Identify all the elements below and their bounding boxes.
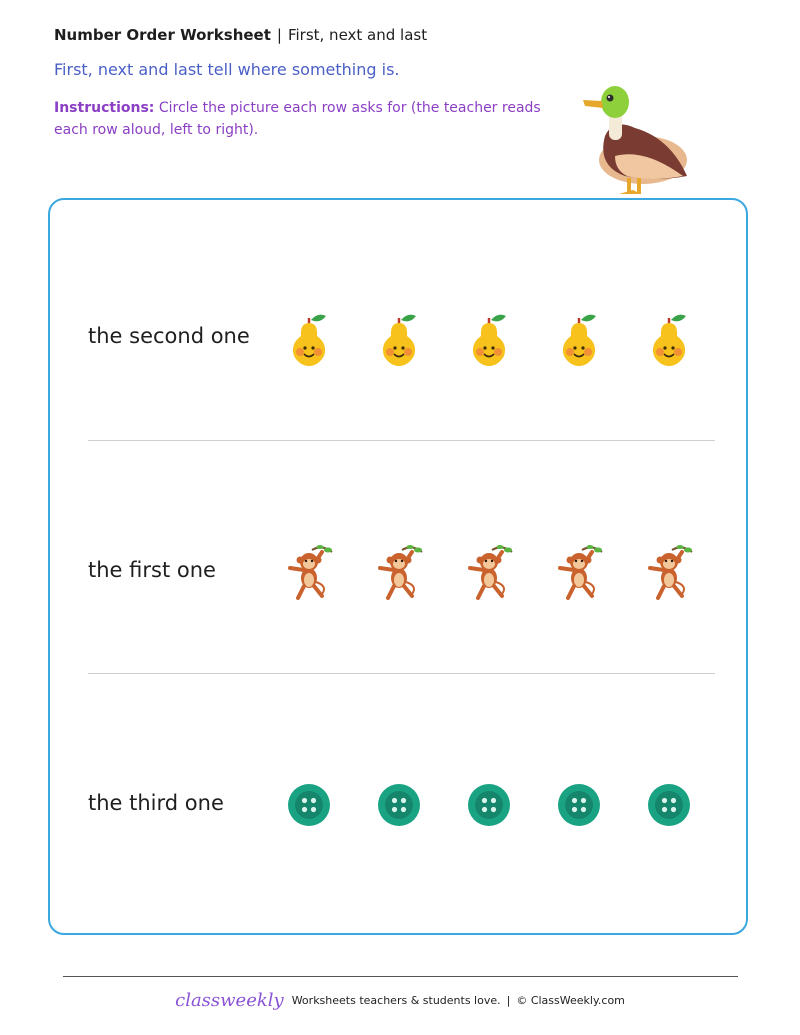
pear-icon[interactable] bbox=[372, 308, 426, 368]
worksheet-header bbox=[54, 26, 427, 44]
exercise-panel bbox=[48, 198, 748, 935]
question-row bbox=[50, 753, 746, 853]
footer-separator: | bbox=[506, 994, 511, 1007]
pear-icon[interactable] bbox=[642, 308, 696, 368]
question-row bbox=[50, 520, 746, 620]
monkey-icon[interactable] bbox=[552, 542, 606, 602]
question-row bbox=[50, 286, 746, 386]
button-icon[interactable] bbox=[282, 775, 336, 835]
monkey-icon[interactable] bbox=[372, 542, 426, 602]
pear-icon[interactable] bbox=[552, 308, 606, 368]
button-icon[interactable] bbox=[462, 775, 516, 835]
worksheet-subtitle: First, next and last tell where something is. bbox=[54, 60, 400, 79]
worksheet-title: Number Order Worksheet bbox=[54, 26, 271, 44]
pear-icon[interactable] bbox=[462, 308, 516, 368]
worksheet-topic: First, next and last bbox=[287, 26, 428, 44]
footer-tagline: Worksheets teachers & students love. bbox=[291, 994, 501, 1007]
row-prompt: the second one bbox=[88, 324, 250, 348]
row-divider bbox=[88, 440, 715, 441]
header-separator: | bbox=[276, 26, 282, 44]
row-prompt: the third one bbox=[88, 791, 224, 815]
button-icon[interactable] bbox=[552, 775, 606, 835]
pear-icon[interactable] bbox=[282, 308, 336, 368]
footer-divider bbox=[63, 976, 738, 977]
picture-group bbox=[282, 520, 742, 620]
instructions-label: Instructions: bbox=[54, 100, 155, 116]
footer bbox=[0, 990, 800, 1011]
picture-group bbox=[282, 753, 742, 853]
picture-group bbox=[282, 286, 742, 386]
row-prompt: the first one bbox=[88, 558, 216, 582]
instructions-text: Circle the picture each row asks for (the teacher reads each row aloud, left to right). bbox=[54, 100, 541, 138]
brand-logo: classweekly bbox=[175, 990, 284, 1011]
row-divider bbox=[88, 673, 715, 674]
button-icon[interactable] bbox=[642, 775, 696, 835]
button-icon[interactable] bbox=[372, 775, 426, 835]
footer-copyright: © ClassWeekly.com bbox=[516, 994, 625, 1007]
instructions bbox=[54, 97, 564, 141]
duck-icon bbox=[575, 78, 695, 198]
monkey-icon[interactable] bbox=[282, 542, 336, 602]
monkey-icon[interactable] bbox=[462, 542, 516, 602]
monkey-icon[interactable] bbox=[642, 542, 696, 602]
